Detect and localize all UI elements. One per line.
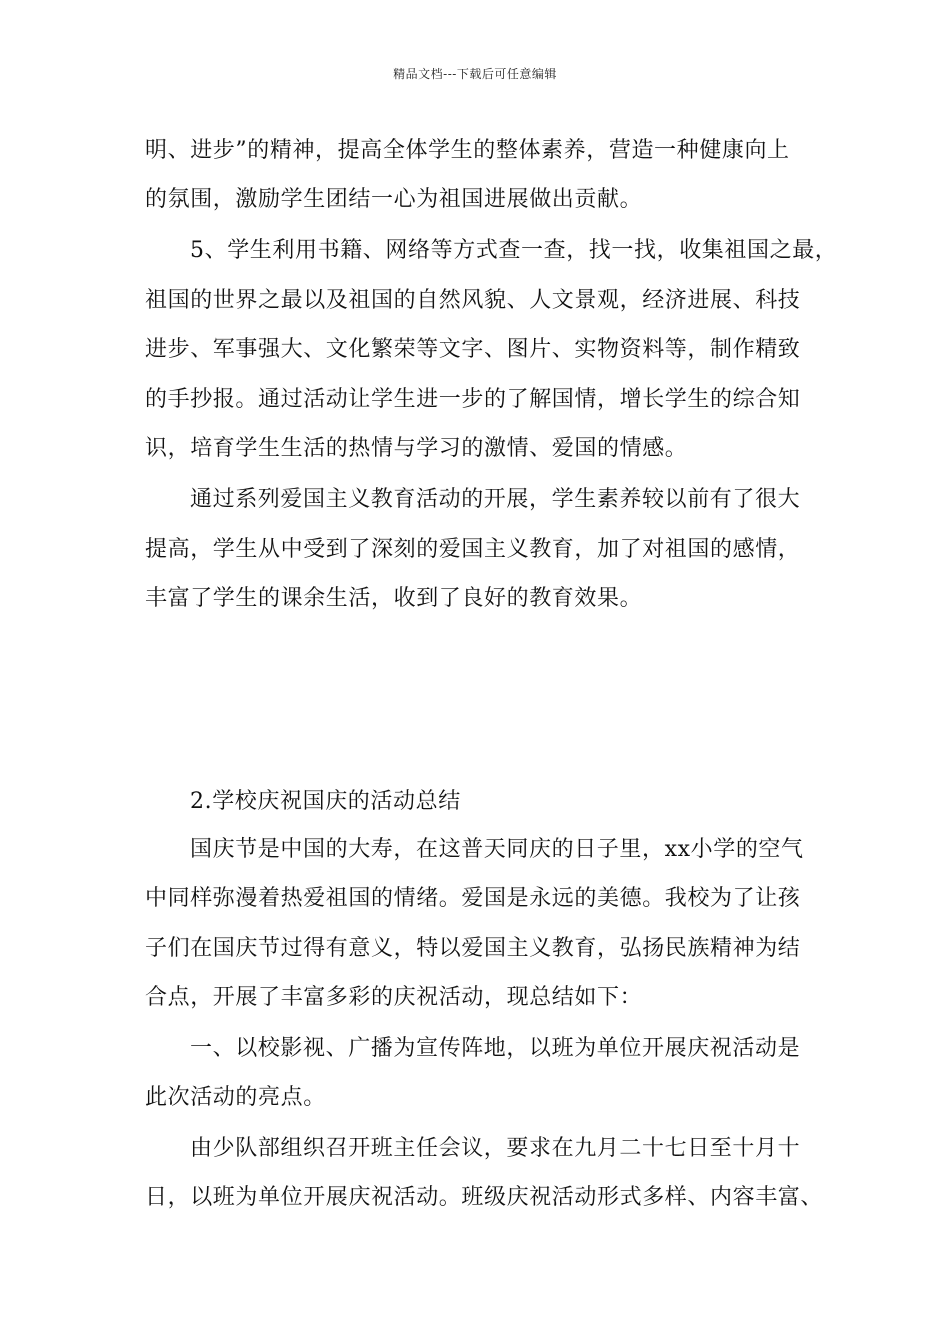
text-line: 进步、军事强大、文化繁荣等文字、图片、实物资料等，制作精致 — [145, 337, 801, 362]
text-line: 由少队部组织召开班主任会议，要求在九月二十七日至十月十 — [190, 1136, 801, 1161]
text-line: 合点，开展了丰富多彩的庆祝活动，现总结如下： — [145, 985, 643, 1010]
page-header: 精品文档---下载后可任意编辑 — [393, 67, 557, 81]
text-line: 国庆节是中国的大寿，在这普天同庆的日子里，xx小学的空气 — [190, 837, 804, 862]
text-line: 此次活动的亮点。 — [145, 1085, 326, 1110]
text-line: 5、学生利用书籍、网络等方式查一查，找一找，收集祖国之最， — [190, 238, 838, 263]
text-line: 提高，学生从中受到了深刻的爱国主义教育，加了对祖国的感情， — [145, 537, 801, 562]
text-line: 日，以班为单位开展庆祝活动。班级庆祝活动形式多样、内容丰富、 — [145, 1185, 824, 1210]
text-line: 明、进步”的精神，提高全体学生的整体素养，营造一种健康向上 — [145, 138, 790, 163]
text-line: 祖国的世界之最以及祖国的自然风貌、人文景观，经济进展、科技 — [145, 288, 801, 313]
text-line: 通过系列爱国主义教育活动的开展，学生素养较以前有了很大 — [190, 487, 801, 512]
text-line: 丰富了学生的课余生活，收到了良好的教育效果。 — [145, 586, 643, 611]
text-line: 一、以校影视、广播为宣传阵地，以班为单位开展庆祝活动是 — [190, 1036, 801, 1061]
text-line: 的氛围，激励学生团结一心为祖国进展做出贡献。 — [145, 187, 643, 212]
text-line: 中同样弥漫着热爱祖国的情绪。爱国是永远的美德。我校为了让孩 — [145, 886, 801, 911]
section-heading: 2.学校庆祝国庆的活动总结 — [190, 789, 461, 814]
text-line: 识，培育学生生活的热情与学习的激情、爱国的情感。 — [145, 436, 688, 461]
text-line: 的手抄报。通过活动让学生进一步的了解国情，增长学生的综合知 — [145, 387, 801, 412]
text-line: 子们在国庆节过得有意义，特以爱国主义教育，弘扬民族精神为结 — [145, 936, 801, 961]
